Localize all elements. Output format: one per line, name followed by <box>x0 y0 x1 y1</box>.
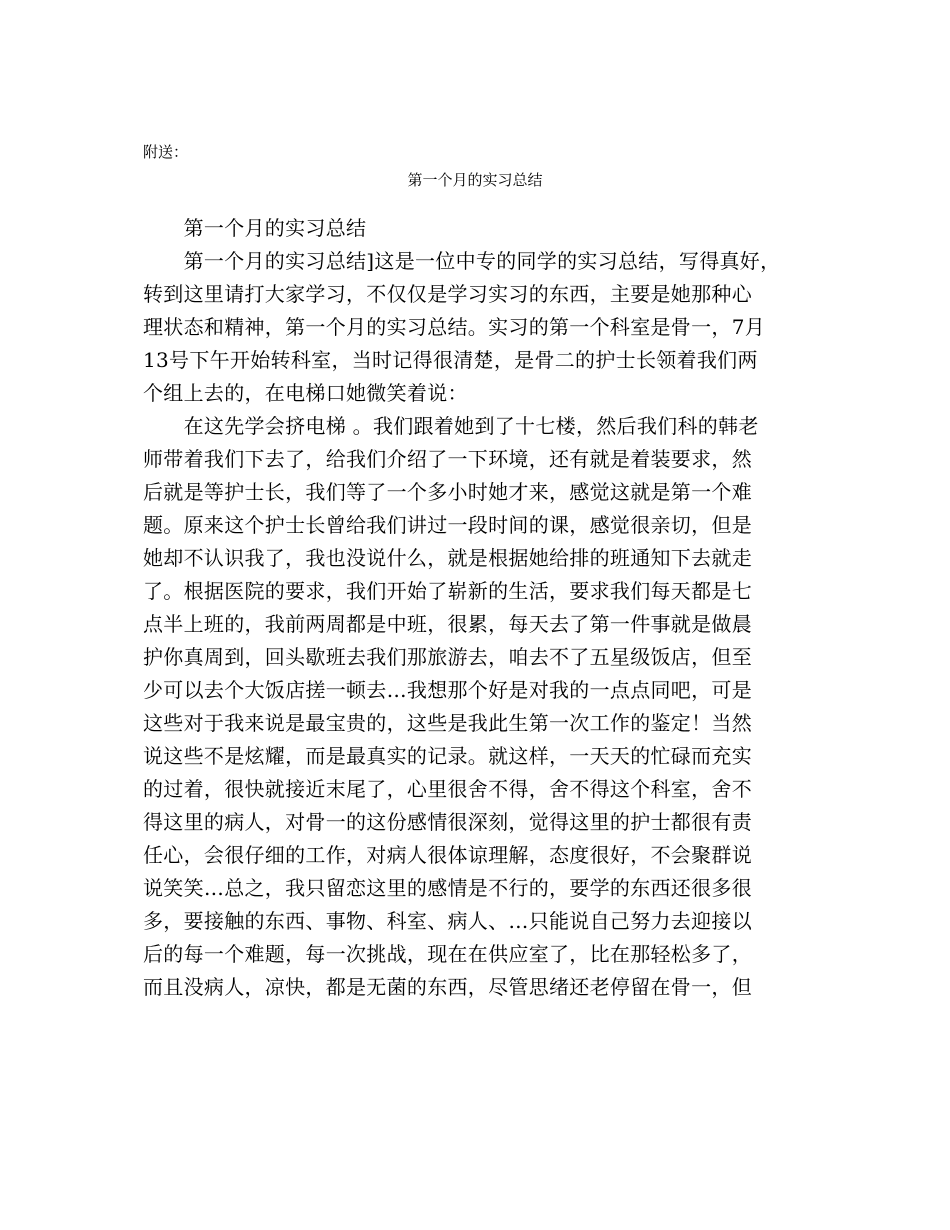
paragraph-line: 第一个月的实习总结 <box>143 216 367 240</box>
paragraph-line: 个组上去的，在电梯口她微笑着说： <box>143 381 468 405</box>
document-prefix: 附送： <box>143 143 189 161</box>
paragraph-line: 题。原来这个护士长曾给我们讲过一段时间的课，感觉很亲切，但是 <box>143 513 752 537</box>
paragraph-line: 的过着，很快就接近末尾了，心里很舍不得，舍不得这个科室，舍不 <box>143 777 752 801</box>
paragraph-line: 理状态和精神，第一个月的实习总结。实习的第一个科室是骨一，7月 <box>143 315 766 339</box>
paragraph-line: 点半上班的，我前两周都是中班，很累，每天去了第一件事就是做晨 <box>143 612 752 636</box>
paragraph-line: 13号下午开始转科室，当时记得很清楚，是骨二的护士长领着我们两 <box>143 348 758 372</box>
document-body <box>143 212 813 1004</box>
paragraph-line: 她却不认识我了，我也没说什么，就是根据她给排的班通知下去就走 <box>143 546 752 570</box>
paragraph-line: 后就是等护士长，我们等了一个多小时她才来，感觉这就是第一个难 <box>143 480 752 504</box>
paragraph-line: 任心，会很仔细的工作，对病人很体谅理解，态度很好，不会聚群说 <box>143 843 752 867</box>
paragraph-line: 说笑笑…总之，我只留恋这里的感情是不行的，要学的东西还很多很 <box>143 876 752 900</box>
paragraph-line: 这些对于我来说是最宝贵的，这些是我此生第一次工作的鉴定！当然 <box>143 711 752 735</box>
paragraph-line: 多，要接触的东西、事物、科室、病人、…只能说自己努力去迎接以 <box>143 909 752 933</box>
paragraph-line: 说这些不是炫耀，而是最真实的记录。就这样，一天天的忙碌而充实 <box>143 744 752 768</box>
paragraph-line: 少可以去个大饭店搓一顿去…我想那个好是对我的一点点同吧，可是 <box>143 678 752 702</box>
paragraph-line: 后的每一个难题，每一次挑战，现在在供应室了，比在那轻松多了， <box>143 942 752 966</box>
document-title: 第一个月的实习总结 <box>407 171 543 189</box>
paragraph-line: 转到这里请打大家学习，不仅仅是学习实习的东西，主要是她那种心 <box>143 282 752 306</box>
paragraph-line: 在这先学会挤电梯 。我们跟着她到了十七楼，然后我们科的韩老 <box>143 414 759 438</box>
paragraph-line: 得这里的病人，对骨一的这份感情很深刻，觉得这里的护士都很有责 <box>143 810 752 834</box>
paragraph-line: 第一个月的实习总结]这是一位中专的同学的实习总结，写得真好， <box>143 249 781 273</box>
paragraph-line: 了。根据医院的要求，我们开始了崭新的生活，要求我们每天都是七 <box>143 579 752 603</box>
paragraph-line: 而且没病人，凉快，都是无菌的东西，尽管思绪还老停留在骨一，但 <box>143 975 752 999</box>
paragraph-line: 师带着我们下去了，给我们介绍了一下环境，还有就是着装要求，然 <box>143 447 752 471</box>
paragraph-line: 护你真周到，回头歇班去我们那旅游去，咱去不了五星级饭店，但至 <box>143 645 752 669</box>
